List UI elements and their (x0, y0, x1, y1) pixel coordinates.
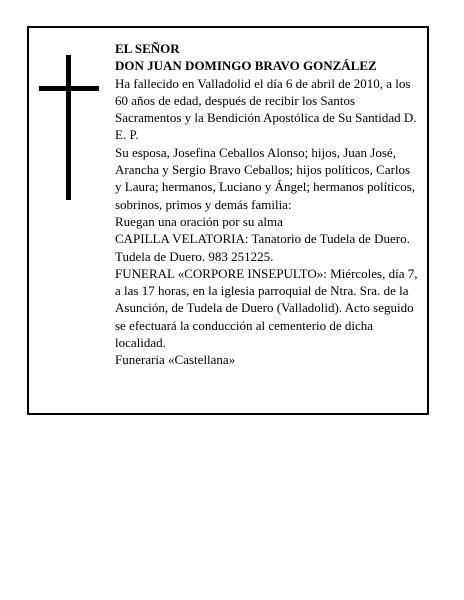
wake-details: CAPILLA VELATORIA: Tanatorio de Tudela de Duero. Tudela de Duero. 983 251225. (115, 231, 410, 264)
deceased-title: EL SEÑOR (115, 41, 180, 56)
cross-horizontal-bar (39, 86, 99, 91)
notice-text (115, 40, 419, 369)
funeral-home: Funeraria «Castellana» (115, 352, 236, 368)
funeral-details: FUNERAL «CORPORE INSEPULTO»: Miércoles, día 7, a las 17 horas, en la iglesia parroquial de Ntra. Sra. de la Asunción, de Tudela de Duero (Valladolid). Acto seguido se efectuará la conducción al cementerio de dicha localidad. (115, 265, 418, 351)
deceased-name: DON JUAN DOMINGO BRAVO GONZÁLEZ (115, 58, 377, 74)
cross-vertical-bar (66, 55, 71, 200)
cross-icon (39, 55, 99, 200)
family-members: Su esposa, Josefina Ceballos Alonso; hijos, Juan José, Arancha y Sergio Bravo Ceballos; hijos políticos, Carlos y Laura; hermanos, Luciano y Ángel; hermanos políticos, sobrinos, primos y demás familia: (115, 144, 416, 212)
prayer-request: Ruegan una oración por su alma (115, 213, 283, 229)
passing-details: Ha fallecido en Valladolid el día 6 de abril de 2010, a los 60 años de edad, después de recibir los Santos Sacramentos y la Bendición Apostólica de Su Santidad D. E. P. (115, 75, 417, 143)
obituary-notice (27, 26, 429, 415)
